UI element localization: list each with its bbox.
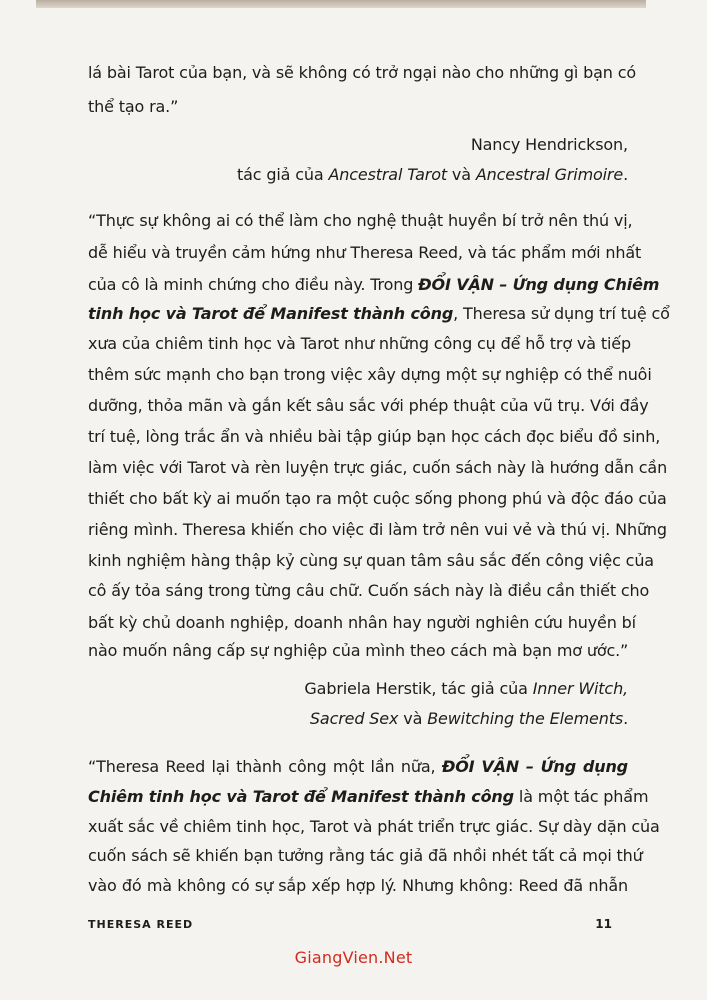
quote-line: xuất sắc về chiêm tinh học, Tarot và phát triển trực giác. Sự dày dặn của xyxy=(88,817,660,836)
quote-line: dễ hiểu và truyền cảm hứng như Theresa Reed, và tác phẩm mới nhất xyxy=(88,243,642,262)
attribution-detail: tác giả của Ancestral Tarot và Ancestral Grimoire. xyxy=(236,165,628,184)
quote-line: riêng mình. Theresa khiến cho việc đi làm trở nên vui vẻ và thú vị. Những xyxy=(88,520,667,539)
page-top-edge xyxy=(36,0,646,8)
quote-line: kinh nghiệm hàng thập kỷ cùng sự quan tâm sâu sắc đến công việc của xyxy=(88,551,654,570)
quote-line: “Thực sự không ai có thể làm cho nghệ thuật huyền bí trở nên thú vị, xyxy=(88,211,633,230)
quote-line: thêm sức mạnh cho bạn trong việc xây dựng một sự nghiệp có thể nuôi xyxy=(88,365,652,384)
quote-line: cuốn sách sẽ khiến bạn tưởng rằng tác giả đã nhồi nhét tất cả mọi thứ xyxy=(88,846,643,865)
quote-line: trí tuệ, lòng trắc ẩn và nhiều bài tập giúp bạn học cách đọc biểu đồ sinh, xyxy=(88,427,661,446)
page-number: 11 xyxy=(595,917,612,931)
quote-line: cô ấy tỏa sáng trong từng câu chữ. Cuốn sách này là điều cần thiết cho xyxy=(88,581,650,600)
quote-line: nào muốn nâng cấp sự nghiệp của mình theo cách mà bạn mơ ước.” xyxy=(88,641,629,660)
attribution-detail: Gabriela Herstik, tác giả của Inner Witch, xyxy=(304,679,628,698)
text-line: thể tạo ra.” xyxy=(88,97,179,116)
attribution-name: Nancy Hendrickson, xyxy=(470,135,628,154)
quote-line: bất kỳ chủ doanh nghiệp, doanh nhân hay người nghiên cứu huyền bí xyxy=(88,613,636,632)
attribution-detail: Sacred Sex và Bewitching the Elements. xyxy=(309,709,628,728)
quote-line: Chiêm tinh học và Tarot để Manifest thành công là một tác phẩm xyxy=(88,787,649,806)
text-line: lá bài Tarot của bạn, và sẽ không có trở ngại nào cho những gì bạn có xyxy=(88,63,637,82)
running-footer-author: THERESA REED xyxy=(88,918,194,931)
quote-line: vào đó mà không có sự sắp xếp hợp lý. Nhưng không: Reed đã nhẫn xyxy=(88,876,628,895)
quote-line: dưỡng, thỏa mãn và gắn kết sâu sắc với phép thuật của vũ trụ. Với đầy xyxy=(88,396,649,415)
quote-line: làm việc với Tarot và rèn luyện trực giác, cuốn sách này là hướng dẫn cần xyxy=(88,458,668,477)
quote-line: tinh học và Tarot để Manifest thành công, Theresa sử dụng trí tuệ cổ xyxy=(88,304,670,323)
quote-line: thiết cho bất kỳ ai muốn tạo ra một cuộc sống phong phú và độc đáo của xyxy=(88,489,667,508)
quote-line: xưa của chiêm tinh học và Tarot như những công cụ để hỗ trợ và tiếp xyxy=(88,334,631,353)
quote-line: của cô là minh chứng cho điều này. Trong ĐỔI VẬN – Ứng dụng Chiêm xyxy=(88,275,660,294)
quote-line: “Theresa Reed lại thành công một lần nữa, ĐỔI VẬN – Ứng dụng xyxy=(88,757,628,776)
watermark-text: GiangVien.Net xyxy=(294,948,413,967)
